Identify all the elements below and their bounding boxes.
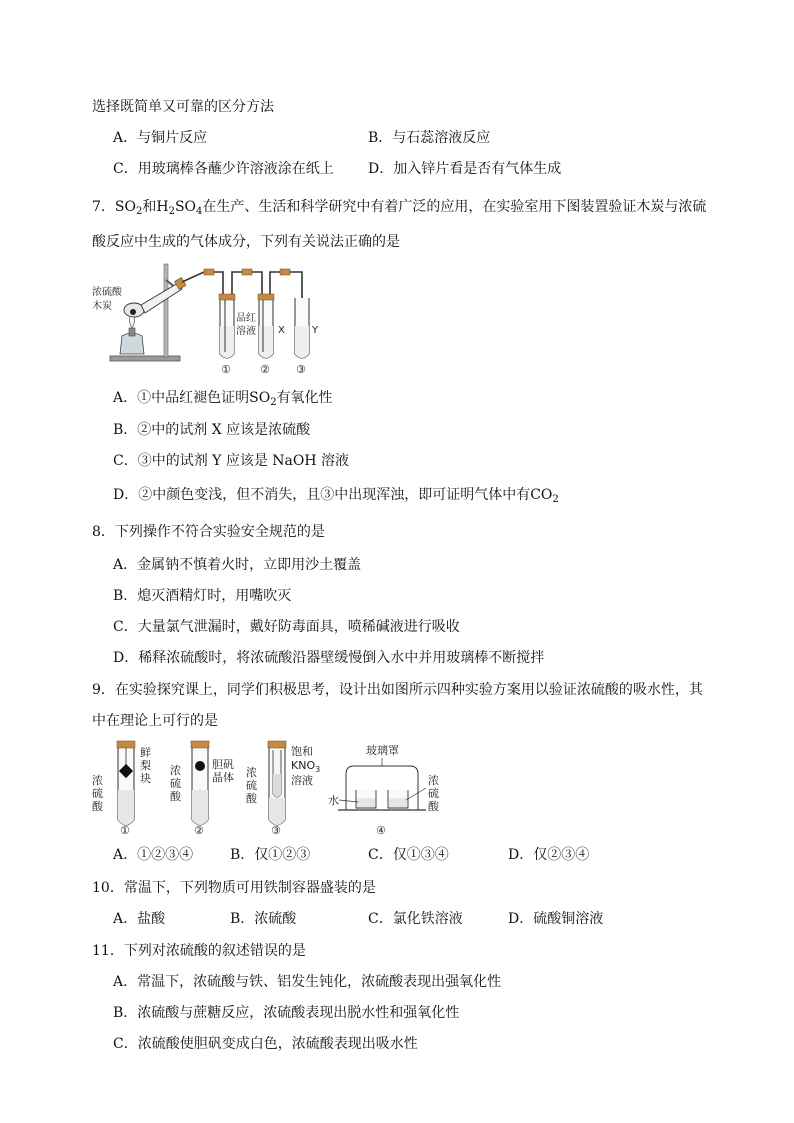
label-tube-1: ① [221,363,231,376]
setup-2-crystal-label-2: 晶体 [212,771,234,784]
flask-neck [141,283,182,313]
setup-1-number: ① [120,824,130,837]
label-reagent-x: X [278,325,285,336]
setup-4-acid-pointer [406,788,426,800]
label-tube-3: ③ [296,363,306,376]
setup-2-acid-label-2: 硫 [170,777,181,790]
q9-stem-line2: 中在理论上可行的是 [92,713,218,729]
setup-4-cover-label: 玻璃罩 [366,744,399,757]
setup-2-crystal-label-1: 胆矾 [212,758,234,771]
setup-4-acid [389,798,407,807]
q8-option-c: C．大量氯气泄漏时，戴好防毒面具，喷稀碱液进行吸收 [113,619,460,635]
q9-option-d: D．仅②③④ [508,847,590,863]
q10-option-a: A．盐酸 [113,911,166,927]
rubber-joint-3 [280,269,290,275]
setup-4-acid-label-2: 硫 [428,787,439,800]
label-pinhong-1: 品红 [236,313,256,324]
setup-3-kno3 [273,774,281,797]
q6-option-d: D．加入锌片看是否有气体生成 [368,161,562,177]
tube-1-liquid [220,326,234,358]
setup-3-number: ③ [271,824,281,837]
setup-3-acid-label-3: 酸 [246,792,257,805]
q10-option-c: C．氯化铁溶液 [368,911,463,927]
so2-formula: $SO_2$ [114,199,143,217]
tube-1-stopper [219,294,235,300]
setup-2-acid-label-1: 浓 [170,764,181,777]
setup-4-number: ④ [376,824,386,837]
q9-experiment-figure [92,738,462,838]
tube-2-liquid [259,326,273,358]
q6-option-c: C．用玻璃棒各蘸少许溶液涂在纸上 [113,161,334,177]
label-tube-2: ② [260,363,270,376]
tube-2-stopper [258,294,274,300]
label-charcoal: 木炭 [92,301,112,312]
setup-4-water-label: 水 [328,794,339,807]
setup-1-acid-label-2: 硫 [92,787,103,800]
stand-base [110,356,180,361]
setup-4-acid-label-1: 浓 [428,774,439,787]
q11-option-c: C．浓硫酸使胆矾变成白色，浓硫酸表现出吸水性 [113,1036,418,1052]
charcoal-piece [130,309,136,315]
setup-2-number: ② [194,824,204,837]
q9-option-b: B．仅①②③ [230,847,311,863]
setup-1-acid [118,790,134,825]
delivery-tube-2 [232,272,262,298]
q7-stem-rest: 在生产、生活和科学研究中有着广泛的应用，在实验室用下图装置验证木炭与浓硫 [202,199,707,215]
q8-stem: 8．下列操作不符合实验安全规范的是 [92,524,325,540]
label-pinhong-2: 溶液 [236,326,256,337]
stand-rod [164,264,168,357]
q7-option-a: A．①中品红褪色证明$SO_2$有氧化性 [113,390,333,408]
setup-3-acid-label-2: 硫 [246,779,257,792]
q7-number: 7． [92,199,115,215]
label-reagent-y: Y [312,325,319,336]
setup-4-water [357,798,375,807]
q7-stem-line2: 酸反应中生成的气体成分，下列有关说法正确的是 [92,234,400,250]
q8-option-b: B．熄灭酒精灯时，用嘴吹灭 [113,588,292,604]
q7-stem-line1 [92,198,706,216]
q10-option-b: B．浓硫酸 [230,911,297,927]
q9-option-c: C．仅①③④ [368,847,449,863]
q7-apparatus-figure [92,258,332,376]
q11-option-a: A．常温下，浓硫酸与铁、铝发生钝化，浓硫酸表现出强氧化性 [113,974,502,990]
q9-option-a: A．①②③④ [113,847,194,863]
setup-3-stopper [268,741,286,748]
q7-and: 和 [142,199,157,215]
q7-option-d: D．②中颜色变浅，但不消失，且③中出现浑浊，即可证明气体中有$CO_2$ [113,487,559,505]
setup-4-acid-label-3: 酸 [428,800,439,813]
setup-2-stopper [191,741,209,748]
q11-option-b: B．浓硫酸与蔗糖反应，浓硫酸表现出脱水性和强氧化性 [113,1005,460,1021]
setup-2-crystal [195,761,205,771]
setup-1-pear-label-3: 块 [140,772,151,785]
setup-3-acid [269,798,285,825]
setup-3-acid-label-1: 浓 [246,766,257,779]
setup-1-acid-label-3: 酸 [92,800,103,813]
q11-stem: 11．下列对浓硫酸的叙述错误的是 [92,943,306,959]
q6-option-a: A．与铜片反应 [113,130,208,146]
setup-1-acid-label-1: 浓 [92,774,103,787]
setup-2-acid-label-3: 酸 [170,790,181,803]
q9-stem-line1: 9．在实验探究课上，同学们积极思考，设计出如图所示四种实验方案用以验证浓硫酸的吸水性，其 [92,682,703,698]
q7-option-c: C．③中的试剂 Y 应该是 NaOH 溶液 [113,453,350,469]
lamp-wick [129,328,135,336]
delivery-tube-1 [182,272,223,298]
h2so4-formula: $H_2SO_4$ [156,199,203,217]
q10-option-d: D．硫酸铜溶液 [508,911,604,927]
rubber-joint-2 [242,269,252,275]
question-intro-line: 选择既简单又可靠的区分方法 [92,99,274,115]
rubber-joint-1 [204,269,214,275]
setup-3-sol-label-2: $KNO_3$ [291,759,321,774]
tube-3-liquid [295,326,309,358]
q8-option-a: A．金属钠不慎着火时，立即用沙土覆盖 [113,557,362,573]
q8-option-d: D．稀释浓硫酸时，将浓硫酸沿器壁缓慢倒入水中并用玻璃棒不断搅拌 [113,650,545,666]
setup-2-acid [192,790,208,825]
setup-3-sol-label-3: 溶液 [291,774,313,787]
q7-option-b: B．②中的试剂 X 应该是浓硫酸 [113,422,311,438]
setup-1-pear-label-1: 鲜 [140,746,151,759]
setup-3-sol-label-1: 饱和 [291,745,313,758]
label-conc-acid: 浓硫酸 [92,287,122,298]
setup-1-pear-label-2: 梨 [140,759,151,772]
q6-option-b: B．与石蕊溶液反应 [368,130,491,146]
setup-4-water-pointer [339,800,358,802]
q10-stem: 10．常温下，下列物质可用铁制容器盛装的是 [92,880,376,896]
setup-1-stopper [117,741,135,748]
